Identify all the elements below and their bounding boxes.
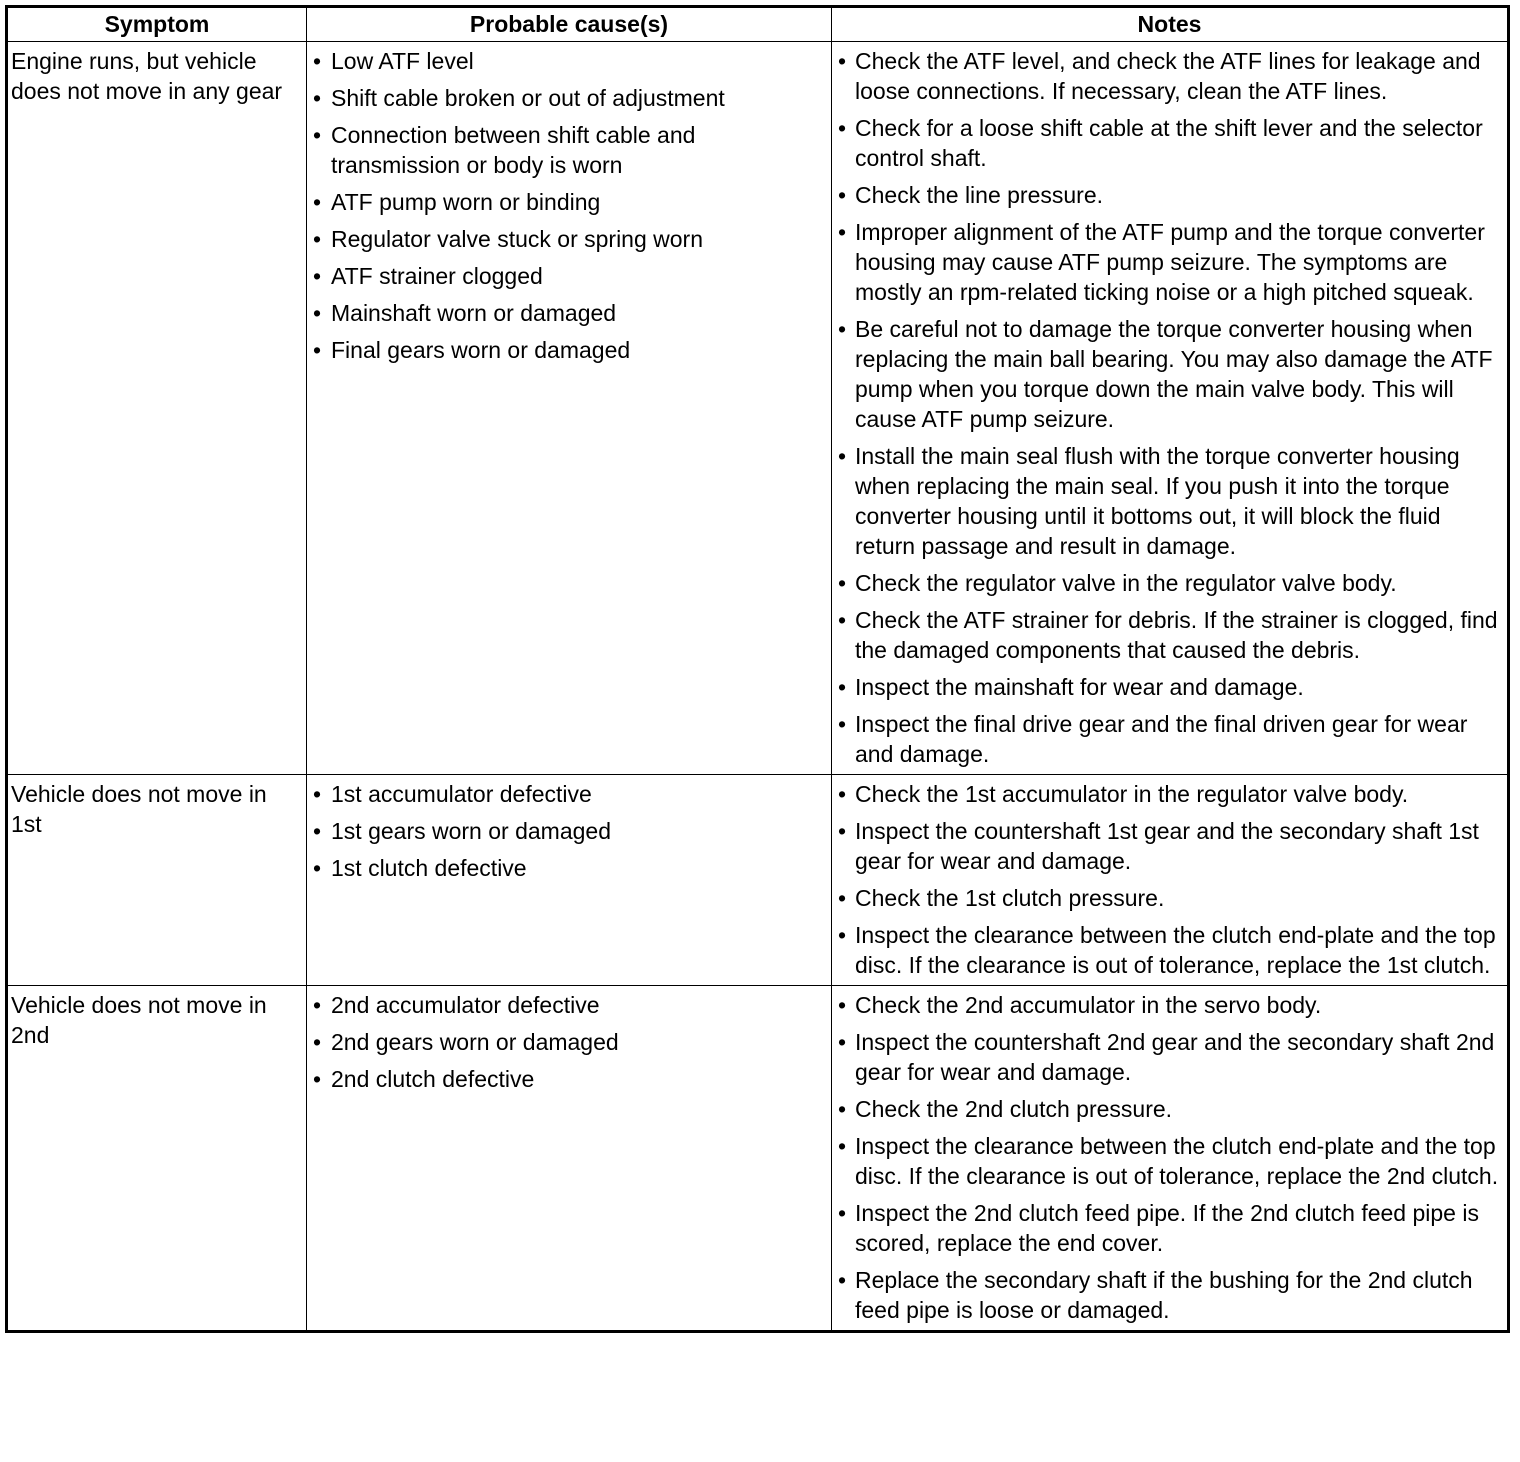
- cause-item: • 1st accumulator defective: [311, 779, 827, 809]
- cause-item: • 1st clutch defective: [311, 853, 827, 883]
- cause-item: • ATF strainer clogged: [311, 261, 827, 291]
- note-item: • Check the 1st accumulator in the regulator valve body.: [836, 779, 1503, 809]
- note-item: • Inspect the final drive gear and the final driven gear for wear and damage.: [836, 709, 1503, 769]
- causes-list: [311, 779, 827, 883]
- note-item: • Inspect the clearance between the clutch end-plate and the top disc. If the clearance is out of tolerance, replace the 2nd clutch.: [836, 1131, 1503, 1191]
- note-item: • Inspect the mainshaft for wear and damage.: [836, 672, 1503, 702]
- note-item: • Check the regulator valve in the regulator valve body.: [836, 568, 1503, 598]
- note-item: • Inspect the 2nd clutch feed pipe. If the 2nd clutch feed pipe is scored, replace the end cover.: [836, 1198, 1503, 1258]
- table-row: [7, 42, 1509, 775]
- cause-item: • Mainshaft worn or damaged: [311, 298, 827, 328]
- cause-item: • 1st gears worn or damaged: [311, 816, 827, 846]
- note-item: • Check the ATF level, and check the ATF lines for leakage and loose connections. If necessary, clean the ATF lines.: [836, 46, 1503, 106]
- probable-causes-cell: [307, 42, 832, 775]
- cause-item: • 2nd clutch defective: [311, 1064, 827, 1094]
- symptom-cell: Vehicle does not move in 2nd: [7, 986, 307, 1332]
- note-item: • Check the 1st clutch pressure.: [836, 883, 1503, 913]
- note-item: • Check for a loose shift cable at the shift lever and the selector control shaft.: [836, 113, 1503, 173]
- notes-cell: [832, 775, 1509, 986]
- cause-item: • Final gears worn or damaged: [311, 335, 827, 365]
- note-item: • Inspect the countershaft 2nd gear and the secondary shaft 2nd gear for wear and damage.: [836, 1027, 1503, 1087]
- cause-item: • Shift cable broken or out of adjustment: [311, 83, 827, 113]
- header-symptom: Symptom: [7, 7, 307, 42]
- cause-item: • ATF pump worn or binding: [311, 187, 827, 217]
- header-row: [7, 7, 1509, 42]
- note-item: • Check the line pressure.: [836, 180, 1503, 210]
- cause-item: • 2nd accumulator defective: [311, 990, 827, 1020]
- notes-cell: [832, 986, 1509, 1332]
- table-row: [7, 986, 1509, 1332]
- cause-item: • Low ATF level: [311, 46, 827, 76]
- header-probable-causes: Probable cause(s): [307, 7, 832, 42]
- table-row: [7, 775, 1509, 986]
- note-item: • Improper alignment of the ATF pump and the torque converter housing may cause ATF pump seizure. The symptoms are mostly an rpm-related ticking noise or a high pitched squeak.: [836, 217, 1503, 307]
- cause-item: • 2nd gears worn or damaged: [311, 1027, 827, 1057]
- notes-cell: [832, 42, 1509, 775]
- note-item: • Replace the secondary shaft if the bushing for the 2nd clutch feed pipe is loose or damaged.: [836, 1265, 1503, 1325]
- note-item: • Check the 2nd clutch pressure.: [836, 1094, 1503, 1124]
- note-item: • Inspect the countershaft 1st gear and the secondary shaft 1st gear for wear and damage.: [836, 816, 1503, 876]
- note-item: • Check the 2nd accumulator in the servo body.: [836, 990, 1503, 1020]
- note-item: • Be careful not to damage the torque converter housing when replacing the main ball bearing. You may also damage the ATF pump when you torque down the main valve body. This will cause ATF pump seizure.: [836, 314, 1503, 434]
- troubleshooting-table: [5, 5, 1510, 1333]
- causes-list: [311, 46, 827, 365]
- table-header: [7, 7, 1509, 42]
- probable-causes-cell: [307, 986, 832, 1332]
- symptom-cell: Engine runs, but vehicle does not move in any gear: [7, 42, 307, 775]
- cause-item: • Regulator valve stuck or spring worn: [311, 224, 827, 254]
- header-notes: Notes: [832, 7, 1509, 42]
- causes-list: [311, 990, 827, 1094]
- notes-list: [836, 990, 1503, 1325]
- notes-list: [836, 779, 1503, 980]
- table-body: [7, 42, 1509, 1332]
- note-item: • Inspect the clearance between the clutch end-plate and the top disc. If the clearance is out of tolerance, replace the 1st clutch.: [836, 920, 1503, 980]
- notes-list: [836, 46, 1503, 769]
- probable-causes-cell: [307, 775, 832, 986]
- symptom-cell: Vehicle does not move in 1st: [7, 775, 307, 986]
- cause-item: • Connection between shift cable and transmission or body is worn: [311, 120, 827, 180]
- note-item: • Check the ATF strainer for debris. If the strainer is clogged, find the damaged components that caused the debris.: [836, 605, 1503, 665]
- note-item: • Install the main seal flush with the torque converter housing when replacing the main seal. If you push it into the torque converter housing until it bottoms out, it will block the fluid return passage and result in damage.: [836, 441, 1503, 561]
